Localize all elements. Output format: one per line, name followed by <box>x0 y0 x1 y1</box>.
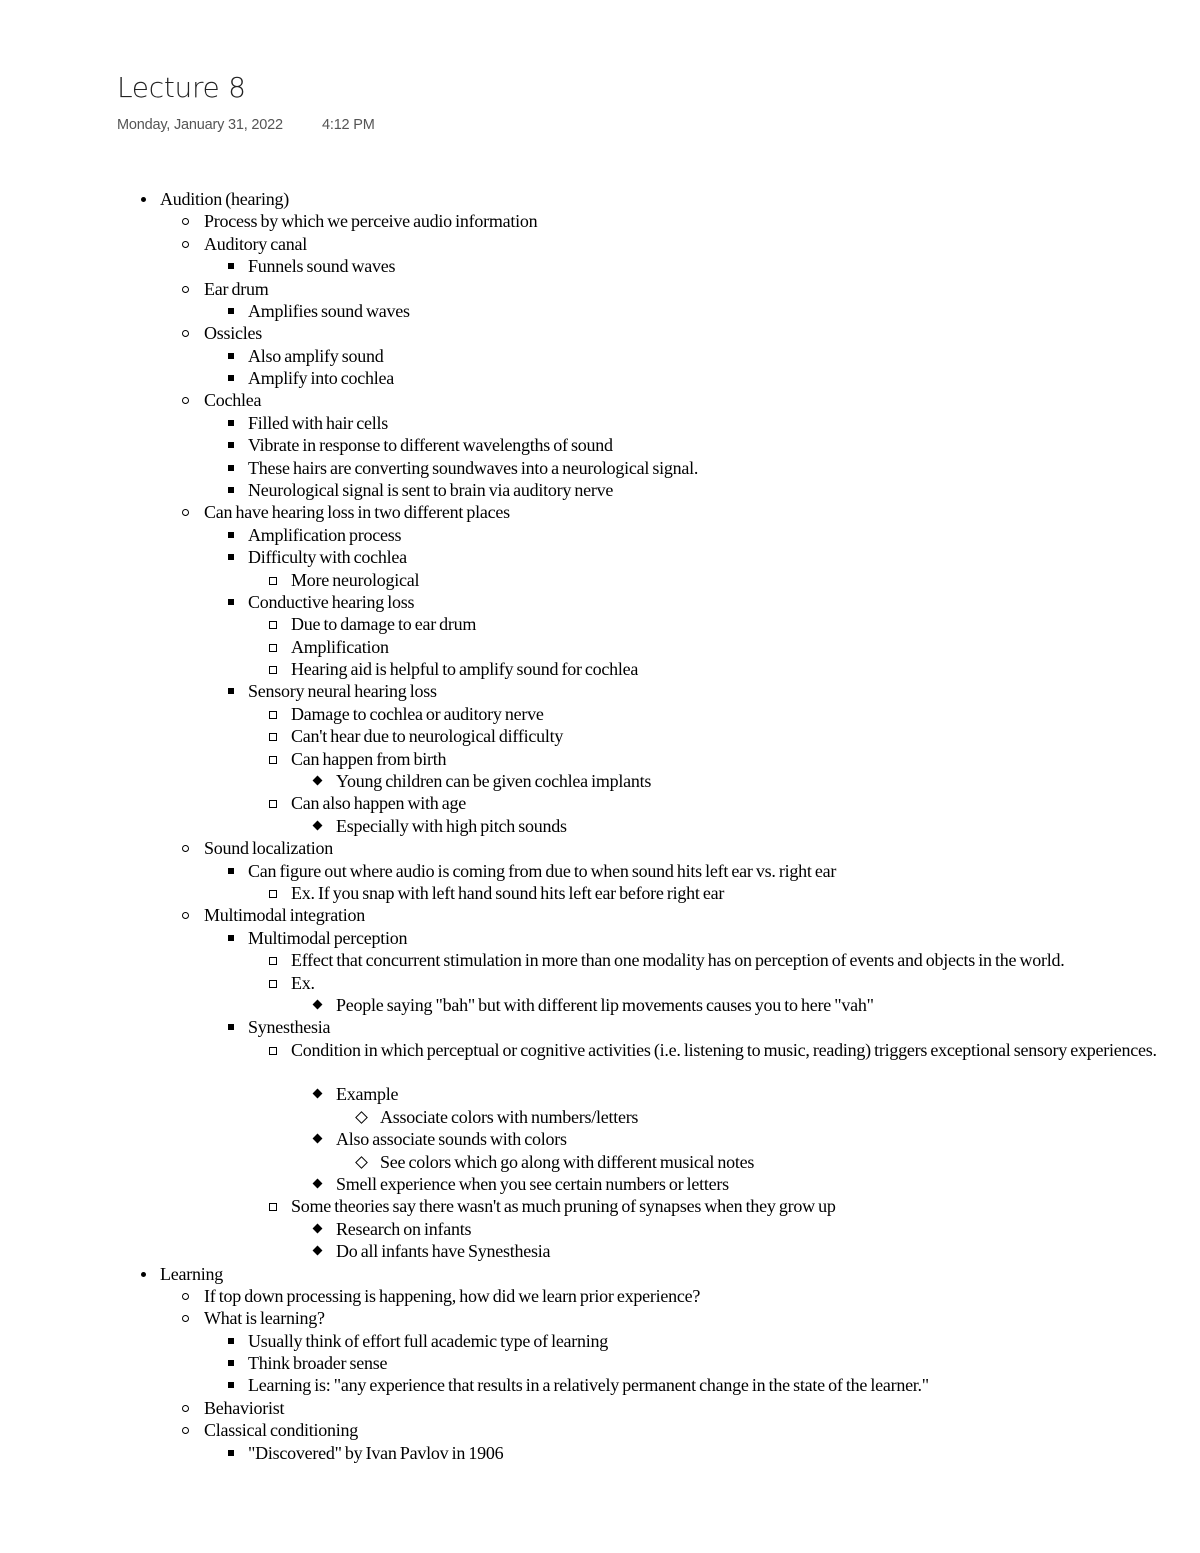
square-bullet-icon <box>228 688 234 694</box>
page-title: Lecture 8 <box>117 71 246 104</box>
circle-bullet-icon <box>182 241 189 248</box>
diamond-bullet-icon <box>313 776 323 786</box>
square-bullet-icon <box>228 554 234 560</box>
outline-item-level-5: Young children can be given cochlea implants <box>336 771 652 792</box>
outline-item-level-5: Also associate sounds with colors <box>336 1129 567 1150</box>
disc-bullet-icon <box>141 197 146 202</box>
square-bullet-icon <box>228 1450 234 1456</box>
outline-item-level-3: Amplifies sound waves <box>248 300 410 321</box>
outline-item-level-6: See colors which go along with different musical notes <box>380 1151 755 1172</box>
note-date: Monday, January 31, 2022 <box>117 117 283 133</box>
circle-bullet-icon <box>182 509 189 516</box>
outline-item-level-3: "Discovered" by Ivan Pavlov in 1906 <box>248 1442 504 1463</box>
circle-bullet-icon <box>182 218 189 225</box>
square-bullet-icon <box>228 420 234 426</box>
outline-item-level-2: Behaviorist <box>204 1397 285 1418</box>
outline-item-level-2: Ossicles <box>204 323 262 344</box>
outline-item-level-4: Due to damage to ear drum <box>291 614 477 635</box>
outline-item-level-5: People saying "bah" but with different lip movements causes you to here "vah" <box>336 994 874 1015</box>
outline-item-level-2: Sound localization <box>204 838 333 859</box>
outline-item-level-4: Some theories say there wasn't as much pruning of synapses when they grow up <box>291 1196 836 1217</box>
circle-bullet-icon <box>182 397 189 404</box>
outline-item-level-3: Synesthesia <box>248 1017 331 1038</box>
outline-item-level-3: Conductive hearing loss <box>248 591 415 612</box>
hollow-square-bullet-icon <box>269 1047 277 1055</box>
square-bullet-icon <box>228 935 234 941</box>
square-bullet-icon <box>228 599 234 605</box>
hollow-diamond-bullet-icon <box>355 1156 368 1169</box>
square-bullet-icon <box>228 308 234 314</box>
circle-bullet-icon <box>182 912 189 919</box>
diamond-bullet-icon <box>313 1134 323 1144</box>
outline-item-level-4: Effect that concurrent stimulation in more than one modality has on perception of events and objects in the world. <box>291 950 1065 971</box>
outline-item-level-4: Ex. If you snap with left hand sound hits left ear before right ear <box>291 882 725 903</box>
square-bullet-icon <box>228 487 234 493</box>
square-bullet-icon <box>228 1338 234 1344</box>
outline-item-level-3: Can figure out where audio is coming from due to when sound hits left ear vs. right ear <box>248 860 837 881</box>
outline-item-level-3: Think broader sense <box>248 1353 388 1374</box>
outline-item-level-4: Can't hear due to neurological difficulty <box>291 726 564 747</box>
circle-bullet-icon <box>182 1405 189 1412</box>
outline-item-level-5: Research on infants <box>336 1218 472 1239</box>
outline-item-level-2: Auditory canal <box>204 233 307 254</box>
outline-item-level-3: These hairs are converting soundwaves into a neurological signal. <box>248 457 699 478</box>
outline-item-level-2: If top down processing is happening, how did we learn prior experience? <box>204 1285 701 1306</box>
hollow-square-bullet-icon <box>269 711 277 719</box>
outline-item-level-2: Process by which we perceive audio information <box>204 211 538 232</box>
hollow-square-bullet-icon <box>269 957 277 965</box>
outline-item-level-1: Learning <box>160 1263 223 1284</box>
outline-item-level-4: Amplification <box>291 636 389 657</box>
square-bullet-icon <box>228 353 234 359</box>
outline-item-level-3: Amplification process <box>248 524 402 545</box>
hollow-square-bullet-icon <box>269 800 277 808</box>
circle-bullet-icon <box>182 286 189 293</box>
diamond-bullet-icon <box>313 1246 323 1256</box>
hollow-square-bullet-icon <box>269 733 277 741</box>
outline-item-level-4: Ex. <box>291 972 315 993</box>
diamond-bullet-icon <box>313 1179 323 1189</box>
outline-item-level-6: Associate colors with numbers/letters <box>380 1106 639 1127</box>
square-bullet-icon <box>228 532 234 538</box>
outline-item-level-1: Audition (hearing) <box>160 189 289 209</box>
hollow-square-bullet-icon <box>269 1203 277 1211</box>
outline-item-level-3: Vibrate in response to different wavelengths of sound <box>248 435 613 456</box>
circle-bullet-icon <box>182 1427 189 1434</box>
square-bullet-icon <box>228 263 234 269</box>
outline-item-level-4: Condition in which perceptual or cognitive activities (i.e. listening to music, reading) triggers exceptional sensory experiences. <box>291 1039 1157 1060</box>
outline-item-level-3: Usually think of effort full academic type of learning <box>248 1330 609 1351</box>
outline-item-level-5: Do all infants have Synesthesia <box>336 1241 551 1262</box>
disc-bullet-icon <box>141 1272 146 1277</box>
diamond-bullet-icon <box>313 820 323 830</box>
outline-item-level-5: Smell experience when you see certain numbers or letters <box>336 1173 729 1194</box>
square-bullet-icon <box>228 1360 234 1366</box>
outline-item-level-2: Ear drum <box>204 278 269 299</box>
hollow-square-bullet-icon <box>269 644 277 652</box>
outline-item-level-2: Multimodal integration <box>204 905 365 926</box>
circle-bullet-icon <box>182 1315 189 1322</box>
hollow-square-bullet-icon <box>269 756 277 764</box>
hollow-square-bullet-icon <box>269 980 277 988</box>
outline-item-level-4: Hearing aid is helpful to amplify sound for cochlea <box>291 659 639 680</box>
outline-item-level-3: Learning is: "any experience that results in a relatively permanent change in the state of the learner." <box>248 1375 929 1396</box>
square-bullet-icon <box>228 442 234 448</box>
outline-item-level-5: Especially with high pitch sounds <box>336 815 567 836</box>
outline-item-level-3: Also amplify sound <box>248 345 384 366</box>
square-bullet-icon <box>228 868 234 874</box>
hollow-square-bullet-icon <box>269 577 277 585</box>
outline-item-level-2: What is learning? <box>204 1308 325 1329</box>
square-bullet-icon <box>228 375 234 381</box>
hollow-square-bullet-icon <box>269 621 277 629</box>
outline-item-level-3: Neurological signal is sent to brain via auditory nerve <box>248 480 614 501</box>
outline-item-level-4: Can happen from birth <box>291 748 447 769</box>
hollow-square-bullet-icon <box>269 666 277 674</box>
note-time: 4:12 PM <box>322 117 375 133</box>
outline-item-level-2: Classical conditioning <box>204 1420 358 1441</box>
hollow-diamond-bullet-icon <box>355 1111 368 1124</box>
square-bullet-icon <box>228 465 234 471</box>
diamond-bullet-icon <box>313 1089 323 1099</box>
outline-item-level-5: Example <box>336 1084 399 1105</box>
outline-item-level-2: Cochlea <box>204 390 262 411</box>
square-bullet-icon <box>228 1024 234 1030</box>
outline-item-level-3: Difficulty with cochlea <box>248 547 407 568</box>
square-bullet-icon <box>228 1382 234 1388</box>
diamond-bullet-icon <box>313 999 323 1009</box>
circle-bullet-icon <box>182 845 189 852</box>
hollow-square-bullet-icon <box>269 890 277 898</box>
outline-item-level-4: More neurological <box>291 569 420 590</box>
outline-item-level-3: Amplify into cochlea <box>248 368 394 389</box>
circle-bullet-icon <box>182 330 189 337</box>
outline-item-level-3: Multimodal perception <box>248 927 408 948</box>
outline-item-level-3: Funnels sound waves <box>248 256 396 277</box>
outline-item-level-4: Damage to cochlea or auditory nerve <box>291 703 544 724</box>
outline-item-level-3: Filled with hair cells <box>248 412 388 433</box>
outline-item-level-3: Sensory neural hearing loss <box>248 681 437 702</box>
diamond-bullet-icon <box>313 1223 323 1233</box>
outline-item-level-4: Can also happen with age <box>291 793 466 814</box>
circle-bullet-icon <box>182 1293 189 1300</box>
outline-item-level-2: Can have hearing loss in two different places <box>204 502 510 523</box>
